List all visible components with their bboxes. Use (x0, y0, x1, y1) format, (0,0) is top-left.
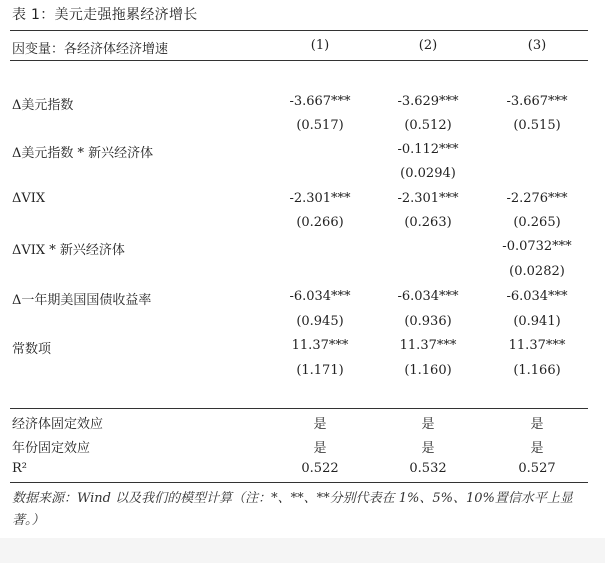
cell-value: 是 (530, 417, 544, 432)
cell-value: (0.941) (513, 314, 561, 329)
table-row (0, 314, 605, 336)
cell-value: (0.0294) (400, 166, 456, 181)
cell-value: (1.166) (513, 363, 561, 378)
header-row (0, 38, 605, 60)
cell-value: 是 (421, 417, 435, 432)
column-header-1: (1) (310, 38, 330, 53)
table-row (0, 118, 605, 140)
table-bottom-rule (10, 482, 588, 483)
cell-value: -0.112*** (397, 142, 459, 157)
cell-value: 0.532 (409, 461, 447, 476)
cell-value: (1.160) (404, 363, 452, 378)
cell-value: 0.527 (518, 461, 556, 476)
column-header-3: (3) (527, 38, 547, 53)
table-row (0, 461, 605, 483)
table-row (0, 166, 605, 188)
row-label: Δ美元指数 (12, 98, 74, 113)
cell-value: -3.667*** (506, 94, 568, 109)
cell-value: (0.936) (404, 314, 452, 329)
row-label: Δ美元指数 * 新兴经济体 (12, 146, 154, 161)
cell-value: (0.263) (404, 215, 452, 230)
cell-value: 是 (530, 441, 544, 456)
table-row (0, 215, 605, 237)
cell-value: -3.667*** (289, 94, 351, 109)
row-label: ΔVIX * 新兴经济体 (12, 243, 125, 258)
source-note: 数据来源：Wind 以及我们的模型计算（注：*、**、**分别代表在 1%、5%、10%置信水平上显著。） (12, 491, 573, 528)
cell-value: 是 (313, 441, 327, 456)
cell-value: 11.37*** (291, 338, 349, 353)
cell-value: -2.276*** (506, 191, 568, 206)
row-label: 经济体固定效应 (12, 417, 104, 432)
row-label: R² (12, 461, 27, 476)
cell-value: -0.0732*** (502, 239, 572, 254)
header-rule (10, 60, 588, 61)
table-row (0, 338, 605, 360)
cell-value: -6.034*** (506, 289, 568, 304)
cell-value: 11.37*** (508, 338, 566, 353)
cell-value: (0.512) (404, 118, 452, 133)
table-row (0, 94, 605, 116)
cell-value: -6.034*** (397, 289, 459, 304)
table-row (0, 437, 605, 459)
row-label: Δ一年期美国国债收益率 (12, 293, 152, 308)
body-bottom-rule (10, 408, 588, 409)
cell-value: (0.517) (296, 118, 344, 133)
row-label: 常数项 (12, 342, 52, 357)
table-row (0, 239, 605, 261)
cell-value: -6.034*** (289, 289, 351, 304)
cell-value: 是 (313, 417, 327, 432)
table-title: 表 1：美元走强拖累经济增长 (12, 7, 198, 23)
cell-value: (0.266) (296, 215, 344, 230)
cell-value: -3.629*** (397, 94, 459, 109)
table-row (0, 264, 605, 286)
table-row (0, 142, 605, 164)
cell-value: (0.0282) (509, 264, 565, 279)
dependent-variable-label: 因变量：各经济体经济增速 (12, 42, 169, 57)
table-row (0, 363, 605, 385)
cell-value: (1.171) (296, 363, 344, 378)
cell-value: 0.522 (301, 461, 339, 476)
table-row (0, 191, 605, 213)
table-row (0, 289, 605, 311)
column-header-2: (2) (418, 38, 438, 53)
cell-value: 11.37*** (399, 338, 457, 353)
cell-value: -2.301*** (289, 191, 351, 206)
cell-value: 是 (421, 441, 435, 456)
cell-value: (0.265) (513, 215, 561, 230)
cell-value: (0.945) (296, 314, 344, 329)
cell-value: (0.515) (513, 118, 561, 133)
cell-value: -2.301*** (397, 191, 459, 206)
table-row (0, 413, 605, 435)
top-rule (10, 30, 588, 31)
row-label: ΔVIX (12, 191, 46, 206)
row-label: 年份固定效应 (12, 441, 91, 456)
